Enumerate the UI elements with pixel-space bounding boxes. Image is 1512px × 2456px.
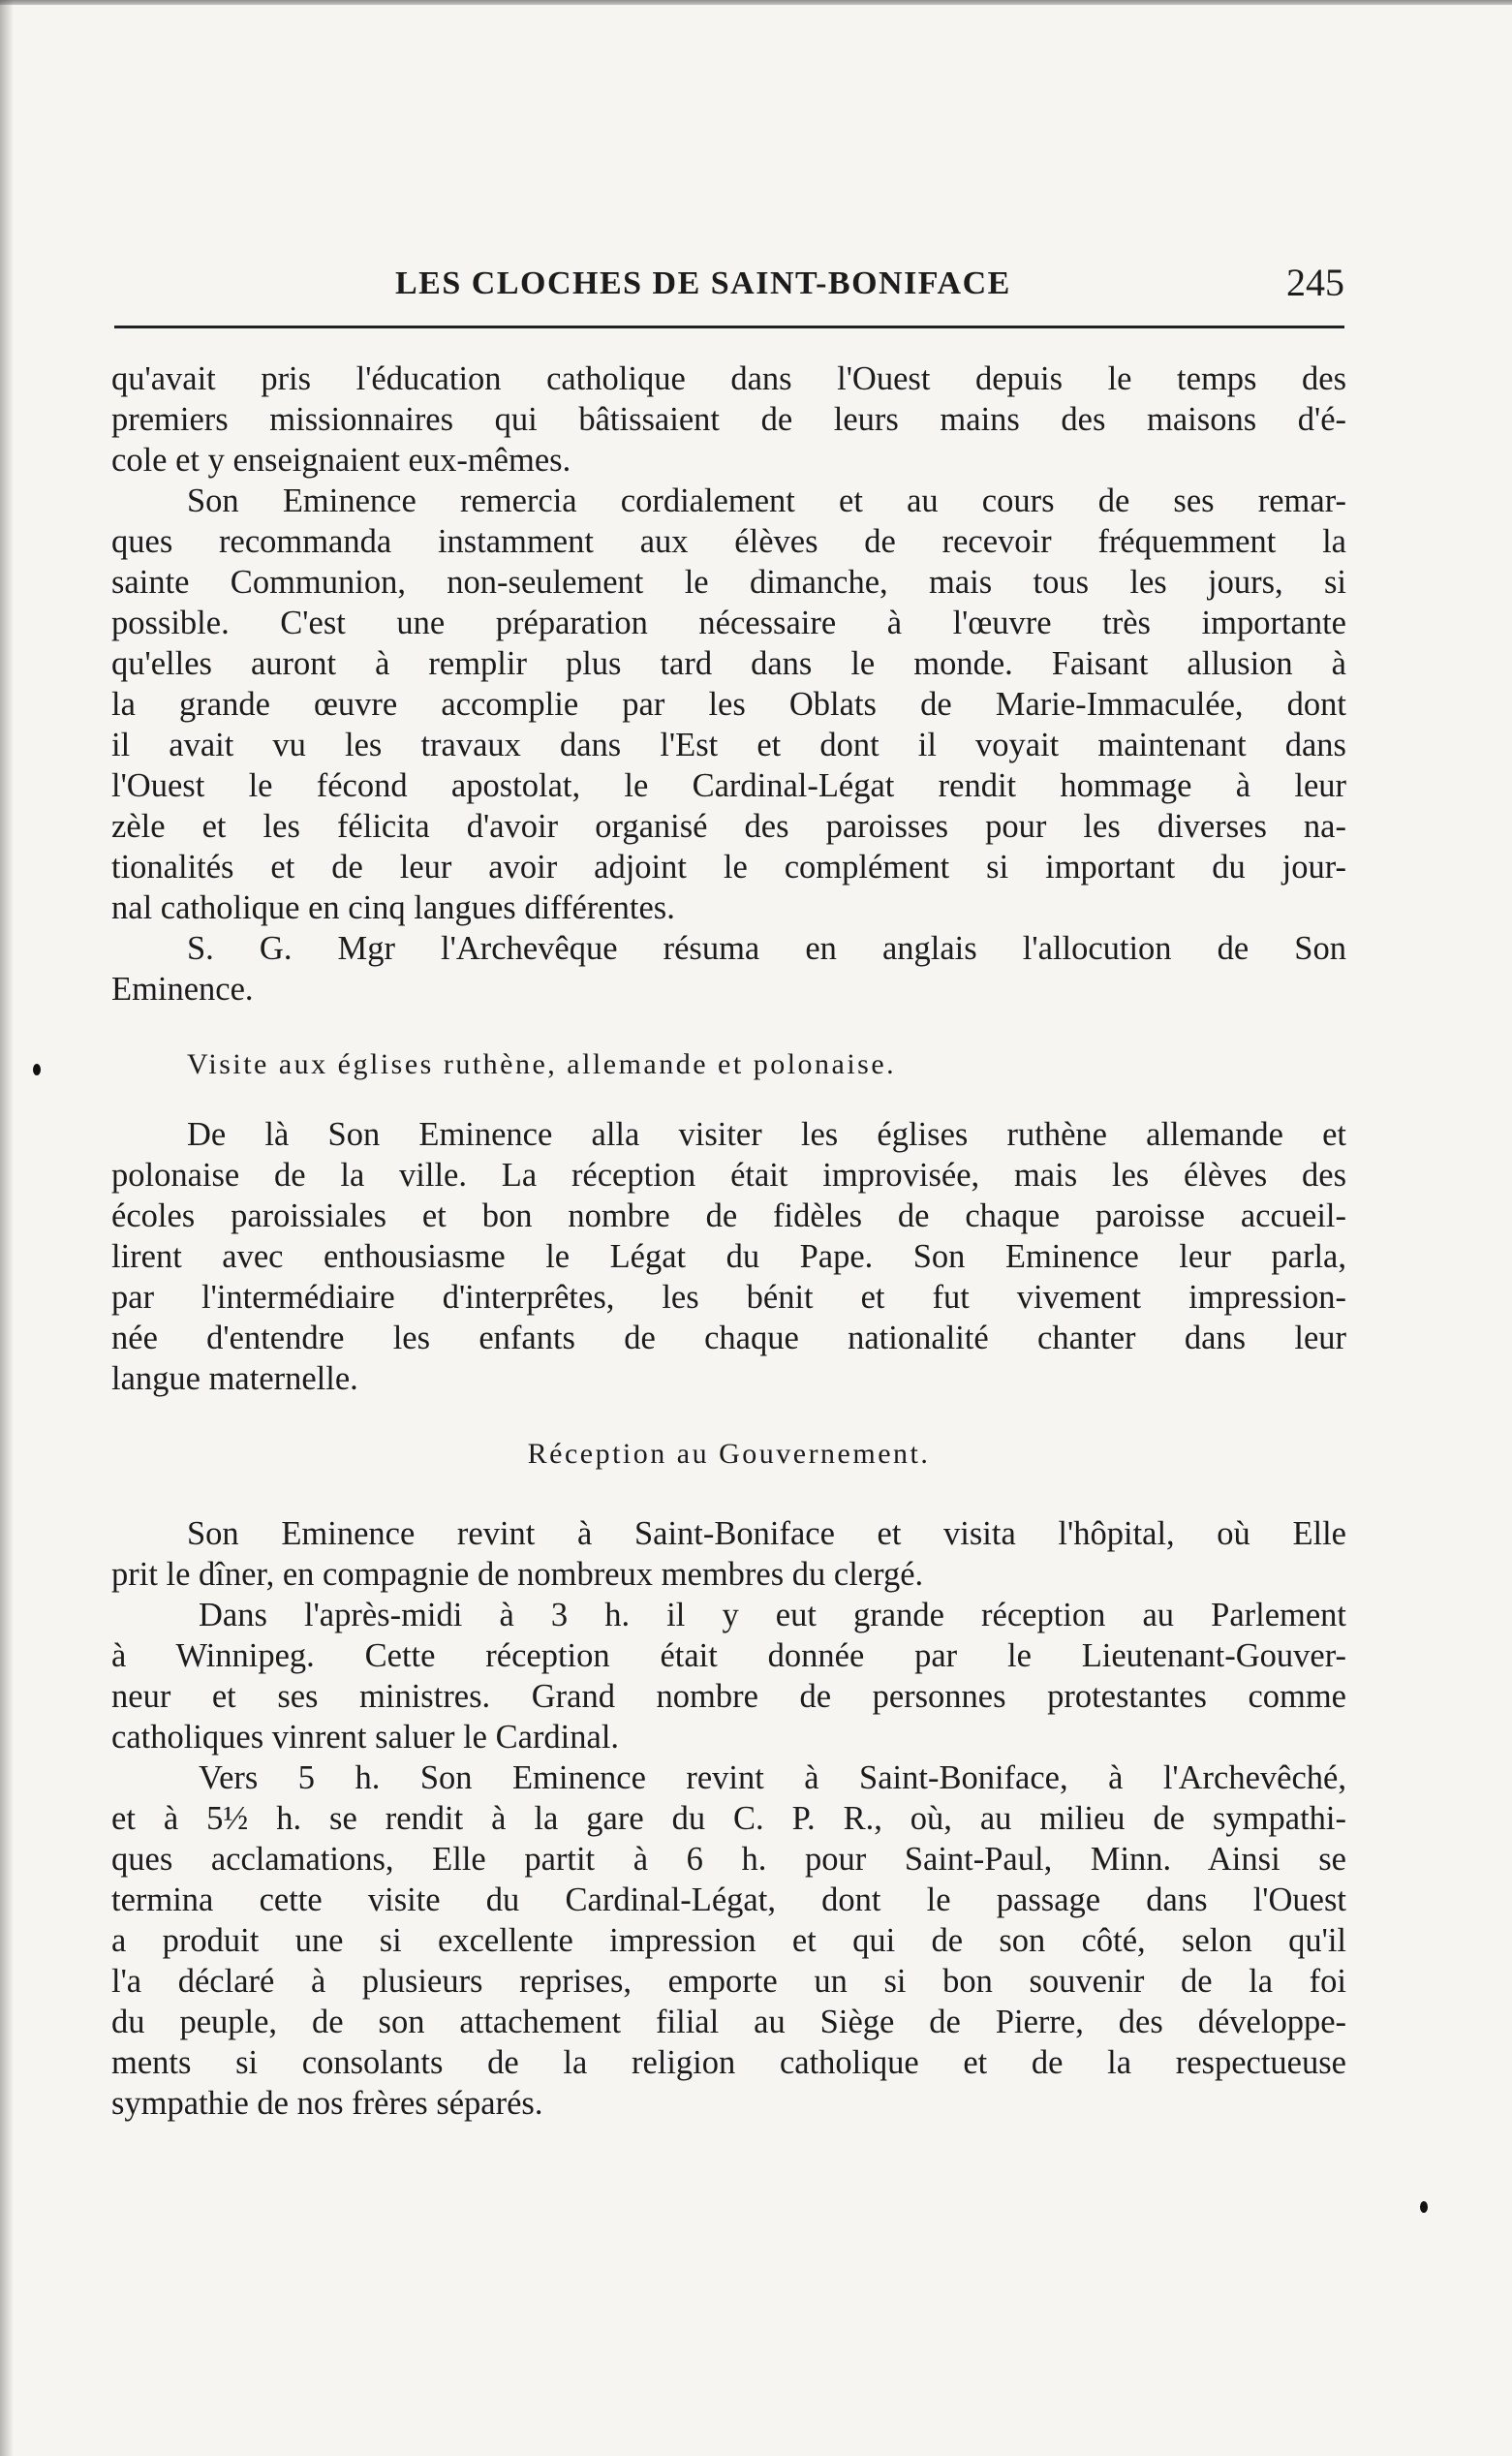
section-heading-visite: Visite aux églises ruthène, allemande et polonaise.	[187, 1048, 897, 1080]
text-line: neur et ses ministres. Grand nombre de personnes protestantes comme	[111, 1678, 1346, 1715]
header-rule	[114, 326, 1344, 328]
section-gap	[111, 1085, 1346, 1114]
text-line: langue maternelle.	[111, 1360, 358, 1397]
text-line: qu'elles auront à remplir plus tard dans le monde. Faisant allusion à	[111, 645, 1346, 682]
page-number: 245	[1286, 261, 1344, 304]
text-line: cole et y enseignaient eux-mêmes.	[111, 442, 571, 479]
text-line: sainte Communion, non-seulement le dimanche, mais tous les jours, si	[111, 564, 1346, 601]
text-line: il avait vu les travaux dans l'Est et dont il voyait maintenant dans	[111, 727, 1346, 763]
text-line: tionalités et de leur avoir adjoint le complément si important du jour-	[111, 849, 1346, 886]
text-line: possible. C'est une préparation nécessaire à l'œuvre très importante	[111, 605, 1346, 641]
running-head	[114, 260, 1344, 318]
text-line: par l'intermédiaire d'interprêtes, les bénit et fut vivement impression-	[111, 1279, 1346, 1316]
text-line: prit le dîner, en compagnie de nombreux membres du clergé.	[111, 1556, 924, 1593]
section-gap	[111, 1010, 1346, 1044]
text-line: ments si consolants de la religion catholique et de la respectueuse	[111, 2044, 1346, 2081]
text-line: lirent avec enthousiasme le Légat du Pape. Son Eminence leur parla,	[111, 1238, 1346, 1275]
section-heading-reception: Réception au Gouvernement.	[527, 1438, 931, 1470]
text-line: Son Eminence revint à Saint-Boniface et visita l'hôpital, où Elle	[187, 1515, 1346, 1552]
text-line: De là Son Eminence alla visiter les églises ruthène allemande et	[187, 1116, 1346, 1153]
text-line: ques recommanda instamment aux élèves de recevoir fréquemment la	[111, 523, 1346, 560]
section-gap	[111, 1399, 1346, 1434]
text-line: termina cette visite du Cardinal-Légat, dont le passage dans l'Ouest	[111, 1881, 1346, 1918]
text-line: écoles paroissiales et bon nombre de fidèles de chaque paroisse accueil-	[111, 1197, 1346, 1234]
text-line: premiers missionnaires qui bâtissaient de leurs mains des maisons d'é-	[111, 401, 1346, 438]
text-line: l'Ouest le fécond apostolat, le Cardinal-Légat rendit hommage à leur	[111, 767, 1346, 804]
text-line: qu'avait pris l'éducation catholique dans l'Ouest depuis le temps des	[111, 360, 1346, 397]
text-line: zèle et les félicita d'avoir organisé des paroisses pour les diverses na-	[111, 808, 1346, 845]
top-edge-shadow	[0, 0, 1512, 5]
text-line: la grande œuvre accomplie par les Oblats de Marie-Immaculée, dont	[111, 686, 1346, 723]
text-line: Vers 5 h. Son Eminence revint à Saint-Boniface, à l'Archevêché,	[199, 1759, 1346, 1796]
ink-speck	[1420, 2201, 1428, 2213]
text-line: nal catholique en cinq langues différentes.	[111, 889, 675, 926]
text-line: polonaise de la ville. La réception était improvisée, mais les élèves des	[111, 1157, 1346, 1194]
text-line: S. G. Mgr l'Archevêque résuma en anglais l'allocution de Son	[187, 930, 1346, 967]
section-gap	[111, 1475, 1346, 1513]
left-binding-edge	[0, 0, 14, 2456]
text-line: Dans l'après-midi à 3 h. il y eut grande réception au Parlement	[199, 1597, 1346, 1633]
text-line: du peuple, de son attachement filial au Siège de Pierre, des développe-	[111, 2004, 1346, 2040]
text-line: et à 5½ h. se rendit à la gare du C. P. R., où, au milieu de sympathi-	[111, 1800, 1346, 1837]
text-line: née d'entendre les enfants de chaque nationalité chanter dans leur	[111, 1320, 1346, 1356]
text-line: Son Eminence remercia cordialement et au cours de ses remar-	[187, 482, 1346, 519]
text-line: l'a déclaré à plusieurs reprises, emporte un si bon souvenir de la foi	[111, 1963, 1346, 2000]
text-line: a produit une si excellente impression et qui de son côté, selon qu'il	[111, 1922, 1346, 1959]
text-line: catholiques vinrent saluer le Cardinal.	[111, 1719, 620, 1756]
body-text	[111, 358, 1346, 2124]
text-line: Eminence.	[111, 971, 254, 1008]
ink-speck	[33, 1064, 41, 1075]
text-line: sympathie de nos frères séparés.	[111, 2085, 543, 2122]
text-line: à Winnipeg. Cette réception était donnée par le Lieutenant-Gouver-	[111, 1637, 1346, 1674]
text-line: ques acclamations, Elle partit à 6 h. pour Saint-Paul, Minn. Ainsi se	[111, 1841, 1346, 1878]
running-title: LES CLOCHES DE SAINT-BONIFACE	[395, 265, 1011, 301]
